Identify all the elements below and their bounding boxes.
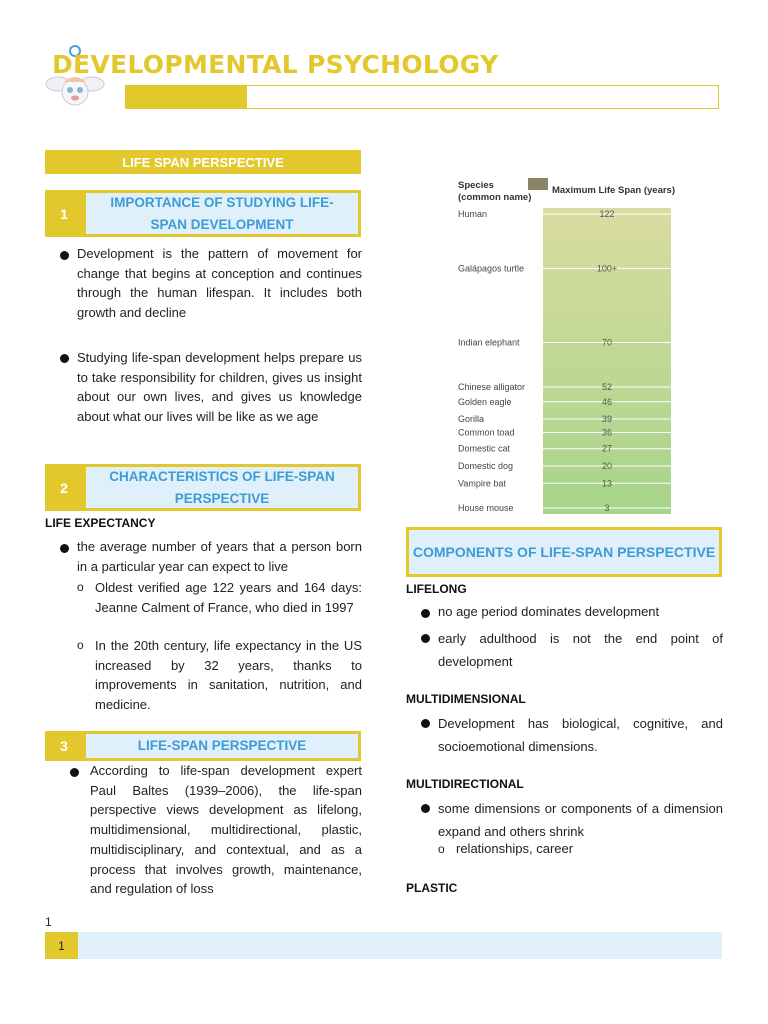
bullet-icon bbox=[70, 768, 79, 777]
chart-species-label: Gorilla bbox=[458, 414, 485, 425]
bullet-icon bbox=[421, 609, 430, 618]
paragraph: According to life-span development expert Paul Baltes (1939–2006), the life-span perspective views development as lifelong, multidimensional, multidirectional, plastic, multidisciplinary, and contextual, and as a process that involves growth, maintenance, and regulation of loss bbox=[90, 763, 362, 897]
chart-species-label: Common toad bbox=[458, 427, 515, 438]
page-number: 1 bbox=[45, 915, 52, 929]
bullet-icon bbox=[421, 804, 430, 813]
chart-species-label: Domestic dog bbox=[458, 461, 514, 471]
chart-species-label: Indian elephant bbox=[458, 337, 520, 348]
chart-value-label: 39 bbox=[601, 414, 613, 425]
bullet-icon bbox=[421, 719, 430, 728]
sub-paragraph: relationships, career bbox=[456, 841, 574, 856]
chart-col1-header: Species bbox=[458, 180, 494, 191]
chart-value-label: 13 bbox=[601, 478, 613, 489]
chart-species-label: Domestic cat bbox=[458, 443, 511, 454]
sub-bullet-marker: o bbox=[77, 638, 84, 652]
chart-species-label: Vampire bat bbox=[458, 478, 506, 489]
bullet-icon bbox=[421, 634, 430, 643]
chart-value-label: 70 bbox=[601, 337, 613, 348]
section-heading-1 bbox=[45, 190, 361, 237]
chart-value-label: 3 bbox=[604, 503, 610, 513]
chart-col1-subheader: (common name) bbox=[458, 192, 532, 203]
footer-bar bbox=[78, 932, 722, 959]
chart-species-label: Golden eagle bbox=[458, 396, 512, 407]
sub-paragraph: In the 20th century, life expectancy in the US increased by 32 years, thanks to improvements in sanitation, nutrition, and medicine. bbox=[95, 638, 362, 713]
life-span-chart bbox=[452, 168, 682, 518]
paragraph: Studying life-span development helps prepare us to take responsibility for children, gives us insight about our own lives, and gives us knowledge about what our lives will be like as we age bbox=[77, 350, 362, 425]
bullet-icon bbox=[60, 251, 69, 260]
sub-bullet-marker: o bbox=[438, 842, 445, 856]
chart-value-label: 27 bbox=[601, 443, 613, 454]
paragraph: Development is the pattern of movement for change that begins at conception and continues through the human lifespan. It includes both growth and decline bbox=[77, 246, 362, 321]
section-title: IMPORTANCE OF STUDYING LIFE-SPAN DEVELOPMENT bbox=[83, 190, 361, 237]
bullet-icon bbox=[60, 544, 69, 553]
section-number: 3 bbox=[45, 731, 83, 761]
title-outline-bar bbox=[247, 85, 719, 109]
chart-value-label: 36 bbox=[601, 427, 613, 438]
section-number: 2 bbox=[45, 464, 83, 511]
chart-col2-header: Maximum Life Span (years) bbox=[552, 185, 676, 196]
chart-value-label: 20 bbox=[601, 461, 613, 471]
plastic-label: PLASTIC bbox=[406, 881, 458, 895]
title-accent-bar bbox=[125, 85, 247, 109]
chart-species-label: House mouse bbox=[458, 503, 514, 513]
paragraph: no age period dominates development bbox=[438, 604, 660, 619]
section-heading-3 bbox=[45, 731, 361, 761]
chart-species-label: Galápagos turtle bbox=[458, 263, 525, 274]
multidimensional-label: MULTIDIMENSIONAL bbox=[406, 692, 526, 706]
sub-bullet-marker: o bbox=[77, 580, 84, 594]
components-heading: COMPONENTS OF LIFE-SPAN PERSPECTIVE bbox=[406, 527, 722, 577]
sub-paragraph: Oldest verified age 122 years and 164 days: Jeanne Calment of France, who died in 1997 bbox=[95, 580, 362, 615]
bullet-icon bbox=[60, 354, 69, 363]
chart-value-label: 100+ bbox=[596, 263, 618, 274]
paragraph: Development has biological, cognitive, and socioemotional dimensions. bbox=[438, 716, 723, 754]
footer-page-number: 1 bbox=[45, 932, 78, 959]
paragraph: early adulthood is not the end point of development bbox=[438, 631, 723, 669]
life-expectancy-label: LIFE EXPECTANCY bbox=[45, 516, 156, 530]
paragraph: the average number of years that a person born in a particular year can expect to live bbox=[77, 539, 362, 574]
section-title: CHARACTERISTICS OF LIFE-SPAN PERSPECTIVE bbox=[83, 464, 361, 511]
paragraph: some dimensions or components of a dimension expand and others shrink bbox=[438, 801, 723, 839]
multidirectional-label: MULTIDIRECTIONAL bbox=[406, 777, 524, 791]
section-number: 1 bbox=[45, 190, 83, 237]
section-heading-2 bbox=[45, 464, 361, 511]
chart-value-label: 52 bbox=[601, 381, 613, 392]
chart-value-label: 46 bbox=[601, 396, 613, 407]
lifelong-label: LIFELONG bbox=[406, 582, 467, 596]
chart-value-label: 122 bbox=[599, 209, 615, 219]
chart-species-label: Chinese alligator bbox=[458, 381, 526, 392]
page-title: DEVELOPMENTAL PSYCHOLOGY bbox=[52, 50, 499, 79]
section-title: LIFE-SPAN PERSPECTIVE bbox=[83, 731, 361, 761]
chart-header-image-icon bbox=[528, 178, 548, 190]
chart-species-label: Human bbox=[458, 209, 488, 219]
section-banner: LIFE SPAN PERSPECTIVE bbox=[45, 150, 361, 174]
